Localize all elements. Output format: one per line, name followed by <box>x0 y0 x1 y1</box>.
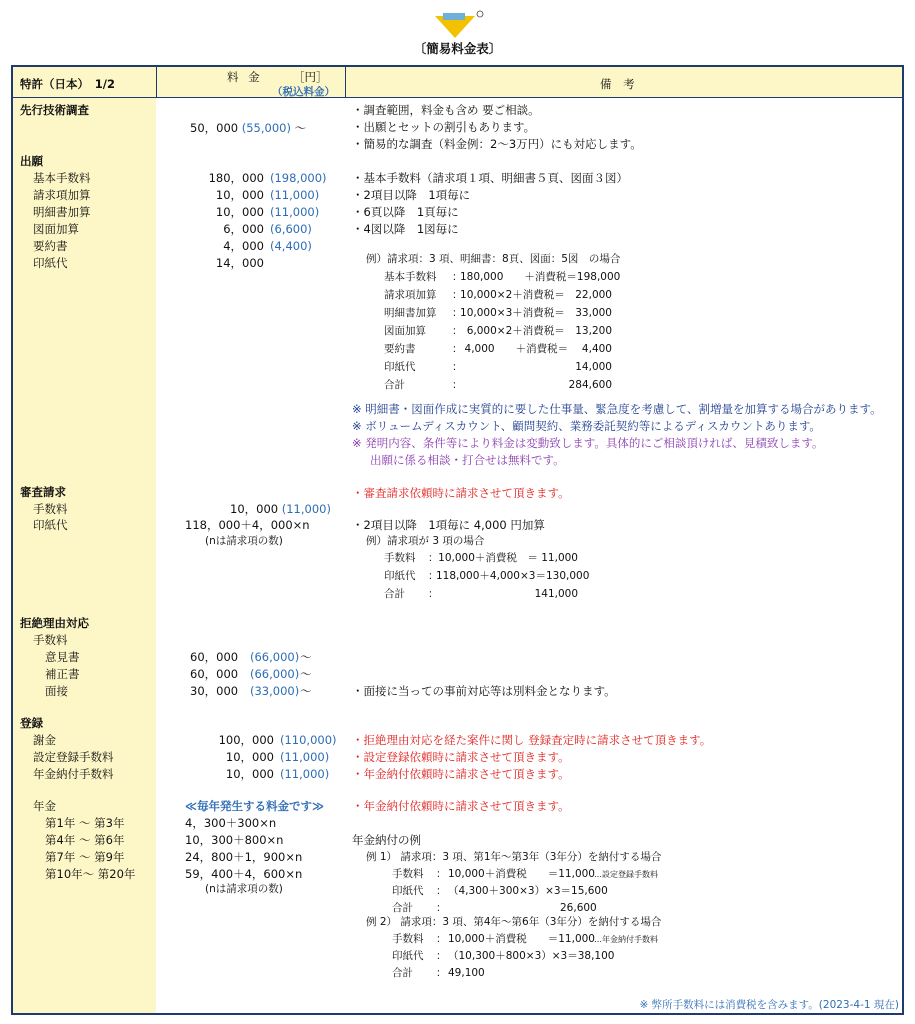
annuity-example-value: 10,000＋消費税 ＝11,000 <box>448 868 595 880</box>
filing-example-key: 請求項加算 <box>384 289 437 301</box>
annuity-row-label: 第4年 ～ 第6年 <box>45 833 125 847</box>
exam-example-colon: ： <box>428 570 439 582</box>
registration-item-label: 謝金 <box>33 733 56 747</box>
annuity-example-key: 印紙代 <box>392 885 424 897</box>
annuity-ex1-title: 例 1） 請求項：3 項、第1年～第3年（3年分）を納付する場合 <box>366 851 662 863</box>
header-divider-1 <box>156 67 157 97</box>
rejection-item-suffix: ～ <box>300 650 312 664</box>
exam-example-value: 10,000＋消費税 ＝ 11,000 <box>438 552 578 564</box>
annuity-example-value: 26,600 <box>560 902 597 914</box>
annuity-example-colon: ： <box>436 950 447 962</box>
filing-item-tax: (11,000) <box>270 188 320 202</box>
rejection-item-note: ・面接に当っての事前対応等は別料金となります。 <box>352 684 616 698</box>
registration-item-tax: (110,000) <box>280 733 337 747</box>
registration-item-fee: 100，000 <box>218 733 274 747</box>
filing-example-value: 6,000×2＋消費税＝ 13,200 <box>466 325 612 337</box>
filing-example-value: 284,600 <box>568 379 612 391</box>
filing-item-label: 要約書 <box>33 239 68 253</box>
annuity-example-colon: ： <box>436 885 447 897</box>
filing-item-fee: 10，000 <box>215 205 264 219</box>
filing-example-key: 要約書 <box>384 343 416 355</box>
annuity-example-value: （10,300＋800×3）×3＝38,100 <box>448 950 615 962</box>
annuity-ex2-title: 例 2） 請求項：3 項、第4年～第6年（3年分）を納付する場合 <box>366 916 662 928</box>
filing-example-colon: ： <box>452 343 463 355</box>
filing-item-label: 基本手数料 <box>33 171 91 185</box>
filing-item-fee: 180，000 <box>208 171 264 185</box>
filing-example-value: 10,000×3＋消費税＝ 33,000 <box>460 307 612 319</box>
filing-example-colon: ： <box>452 271 463 283</box>
registration-item-label: 設定登録手数料 <box>33 750 114 764</box>
rejection-item-fee: 60，000 <box>190 650 239 664</box>
annuity-example-key: 合計 <box>392 902 413 914</box>
exam-example-key: 手数料 <box>384 552 416 564</box>
header-divider-2 <box>345 67 346 97</box>
annuity-header: ≪毎年発生する料金です≫ <box>185 799 325 813</box>
filing-example-value: 14,000 <box>575 361 612 373</box>
prior-art-title: 先行技術調査 <box>20 103 89 117</box>
header-fee-label: 料 金 <box>227 70 263 84</box>
logo <box>433 10 485 40</box>
annuity-example-colon: ： <box>436 868 447 880</box>
annuity-row-fee: 4，300＋300×n <box>185 816 277 830</box>
filing-example-title: 例）請求項：3 項、明細書：8頁、図面：5図 の場合 <box>366 253 621 265</box>
prior-art-note-3: ・簡易的な調査（料金例：2～3万円）にも対応します。 <box>352 137 642 151</box>
exam-stamp-note: ・2項目以降 1項毎に 4,000 円加算 <box>352 518 545 532</box>
filing-remark-4: 出願に係る相談・打合せは無料です。 <box>370 453 565 467</box>
filing-item-tax: (11,000) <box>270 205 320 219</box>
rejection-item-suffix: ～ <box>300 684 312 698</box>
annuity-row-fee: 24，800＋1，900×n <box>185 850 303 864</box>
exam-example-title: 例）請求項が 3 項の場合 <box>366 535 485 547</box>
filing-example-value: 10,000×2＋消費税＝ 22,000 <box>460 289 612 301</box>
filing-item-note: ・2項目以降 1項毎に <box>352 188 471 202</box>
registration-item-fee: 10，000 <box>225 750 274 764</box>
filing-example-colon: ： <box>452 361 463 373</box>
rejection-item-label: 意見書 <box>45 650 80 664</box>
filing-example-key: 基本手数料 <box>384 271 437 283</box>
filing-item-fee: 10，000 <box>215 188 264 202</box>
annuity-example-colon: ： <box>436 902 447 914</box>
annuity-row-label: 第1年 ～ 第3年 <box>45 816 125 830</box>
annuity-example-key: 手数料 <box>392 868 424 880</box>
rejection-fee-label: 手数料 <box>33 633 68 647</box>
exam-example-key: 印紙代 <box>384 570 416 582</box>
annuity-example-key: 手数料 <box>392 933 424 945</box>
annuity-row-label: 第7年 ～ 第9年 <box>45 850 125 864</box>
exam-stamp-sub: (nは請求項の数) <box>205 535 283 547</box>
annuity-example-key: 印紙代 <box>392 950 424 962</box>
header-divider <box>13 97 902 98</box>
filing-item-fee: 14，000 <box>215 256 264 270</box>
rejection-item-label: 面接 <box>45 684 68 698</box>
annuity-row-fee: 10，300＋800×n <box>185 833 284 847</box>
filing-item-note: ・6頁以降 1頁毎に <box>352 205 459 219</box>
annuity-note: ・年金納付依頼時に請求させて頂きます。 <box>352 799 570 813</box>
header-remarks-label: 備 考 <box>600 77 639 91</box>
rejection-item-suffix: ～ <box>300 667 312 681</box>
filing-example-key: 図面加算 <box>384 325 426 337</box>
filing-example-key: 印紙代 <box>384 361 416 373</box>
exam-example-colon: ： <box>428 588 439 600</box>
exam-stamp-fee: 118，000＋4，000×n <box>185 518 310 532</box>
registration-item-tax: (11,000) <box>280 767 330 781</box>
filing-item-note: ・基本手数料（請求項１項、明細書５頁、図面３図） <box>352 171 628 185</box>
exam-fee: 10，000 (11,000) <box>230 502 331 516</box>
filing-example-colon: ： <box>452 289 463 301</box>
filing-example-key: 合計 <box>384 379 405 391</box>
filing-item-note: ・4図以降 1図毎に <box>352 222 459 236</box>
exam-fee-note: ・審査請求依頼時に請求させて頂きます。 <box>352 486 570 500</box>
header-fee-tax: （税込料金） <box>272 86 335 98</box>
registration-item-note: ・年金納付依頼時に請求させて頂きます。 <box>352 767 570 781</box>
annuity-example-colon: ： <box>436 967 447 979</box>
annuity-label: 年金 <box>33 799 56 813</box>
rejection-item-label: 補正書 <box>45 667 80 681</box>
exam-example-colon: ： <box>428 552 439 564</box>
header-fee-unit: ［円］ <box>293 70 328 84</box>
filing-example-colon: ： <box>452 379 463 391</box>
filing-title: 出願 <box>20 154 43 168</box>
logo-icon <box>433 10 485 40</box>
rejection-title: 拒絶理由対応 <box>20 616 89 630</box>
annuity-example-head: 年金納付の例 <box>352 833 421 847</box>
footer-note: ※ 弊所手数料には消費税を含みます。(2023-4-1 現在) <box>639 999 899 1011</box>
prior-art-note-2: ・出願とセットの割引もあります。 <box>352 120 536 134</box>
annuity-example-key: 合計 <box>392 967 413 979</box>
registration-title: 登録 <box>20 716 43 730</box>
filing-example-colon: ： <box>452 325 463 337</box>
filing-item-tax: (4,400) <box>270 239 312 253</box>
rejection-item-tax: (66,000) <box>250 667 300 681</box>
filing-remark-3: ※ 発明内容、条件等により料金は変動致します。具体的にご相談頂ければ、見積致します。 <box>352 436 824 450</box>
exam-stamp-label: 印紙代 <box>33 518 68 532</box>
annuity-example-colon: ： <box>436 933 447 945</box>
registration-item-tax: (11,000) <box>280 750 330 764</box>
registration-item-note: ・設定登録依頼時に請求させて頂きます。 <box>352 750 570 764</box>
filing-example-colon: ： <box>452 307 463 319</box>
exam-title: 審査請求 <box>20 485 66 499</box>
exam-example-key: 合計 <box>384 588 405 600</box>
annuity-sub: (nは請求項の数) <box>205 883 283 895</box>
annuity-example-note: …設定登録手数料 <box>594 870 658 879</box>
exam-fee-label: 手数料 <box>33 502 68 516</box>
annuity-row-label: 第10年～ 第20年 <box>45 867 136 881</box>
annuity-example-value: 10,000＋消費税 ＝11,000 <box>448 933 595 945</box>
filing-item-label: 図面加算 <box>33 222 79 236</box>
filing-item-fee: 6，000 <box>223 222 264 236</box>
filing-example-key: 明細書加算 <box>384 307 437 319</box>
annuity-example-value: （4,300＋300×3）×3＝15,600 <box>448 885 608 897</box>
filing-item-label: 明細書加算 <box>33 205 91 219</box>
filing-item-label: 請求項加算 <box>33 188 91 202</box>
prior-art-fee: 50，000 (55,000) ～ <box>190 121 307 135</box>
registration-item-label: 年金納付手数料 <box>33 767 114 781</box>
annuity-example-value: 49,100 <box>448 967 485 979</box>
filing-example-value: 180,000 ＋消費税＝198,000 <box>460 271 621 283</box>
filing-example-value: 4,000 ＋消費税＝ 4,400 <box>464 343 612 355</box>
header-left-label: 特許（日本） 1/2 <box>20 77 115 91</box>
filing-item-tax: (198,000) <box>270 171 327 185</box>
filing-remark-1: ※ 明細書・図面作成に実質的に要した仕事量、緊急度を考慮して、割増量を加算する場合があります。 <box>352 402 882 416</box>
annuity-row-fee: 59，400＋4，600×n <box>185 867 303 881</box>
registration-item-note: ・拒絶理由対応を経た案件に関し 登録査定時に請求させて頂きます。 <box>352 733 712 747</box>
rejection-item-tax: (66,000) <box>250 650 300 664</box>
rejection-item-tax: (33,000) <box>250 684 300 698</box>
registration-item-fee: 10，000 <box>225 767 274 781</box>
filing-item-fee: 4，000 <box>223 239 264 253</box>
page-title: 〔簡易料金表〕 <box>413 41 502 56</box>
annuity-example-note: …年金納付手数料 <box>594 935 658 944</box>
prior-art-note-1: ・調査範囲，料金も含め 要ご相談。 <box>352 103 540 117</box>
filing-item-label: 印紙代 <box>33 256 68 270</box>
exam-example-value: 118,000＋4,000×3＝130,000 <box>436 570 590 582</box>
filing-item-tax: (6,600) <box>270 222 312 236</box>
rejection-item-fee: 60，000 <box>190 667 239 681</box>
rejection-item-fee: 30，000 <box>190 684 239 698</box>
filing-remark-2: ※ ボリュームディスカウント、顧問契約、業務委託契約等によるディスカウントあります。 <box>352 419 821 433</box>
exam-example-value: 141,000 <box>534 588 578 600</box>
